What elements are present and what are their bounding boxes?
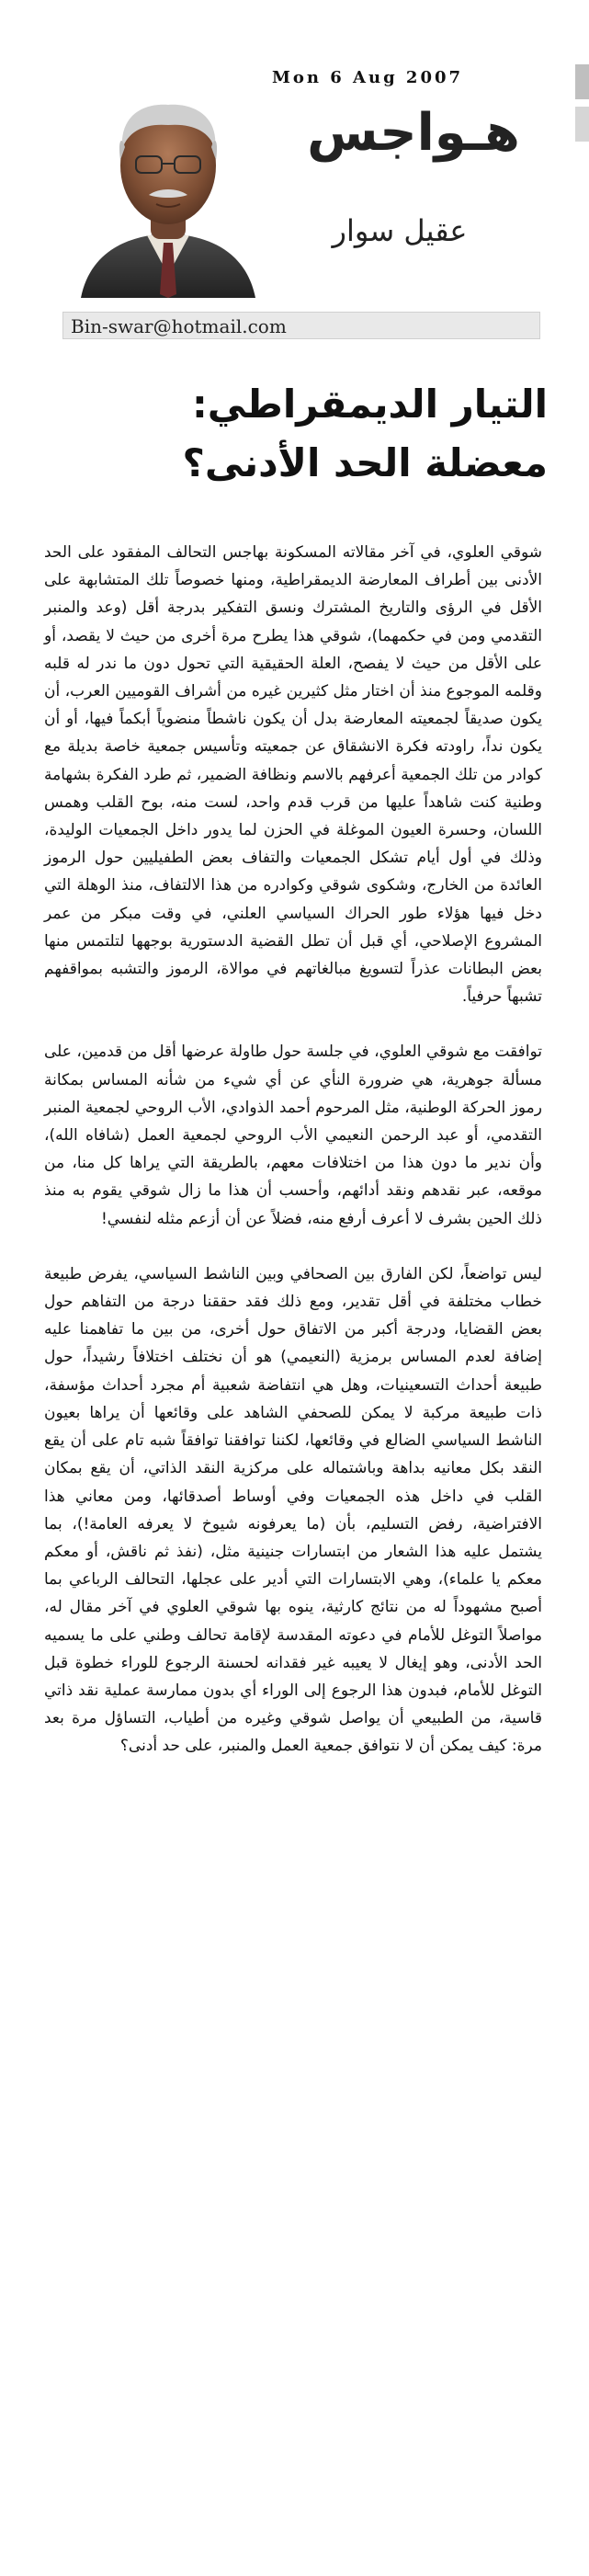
author-portrait (72, 77, 265, 298)
article-body (44, 539, 542, 1788)
headline-line-2: معضلة الحد الأدنى؟ (182, 440, 548, 485)
author-email: Bin-swar@hotmail.com (62, 312, 540, 339)
page-edge-tab (575, 107, 589, 142)
author-name: عقيل سوار (332, 213, 468, 248)
page-edge-tab (575, 64, 589, 99)
column-title: هـواجس (307, 103, 520, 163)
publication-date: Mon 6 Aug 2007 (271, 68, 464, 87)
article-headline (37, 375, 548, 493)
article-paragraph: توافقت مع شوقي العلوي، في جلسة حول طاولة عرضها أقل من قدمين، على مسألة جوهرية، هي ضرورة النأي عن أي شيء من شأنه المساس بمكانة رموز الحركة الوطنية، مثل المرحوم أحمد الذوادي، الأب الروحي لجمعية المنبر التقدمي، أو عبد الرحمن النعيمي الأب الروحي لجمعية العمل (شافاه الله)، وأن ندير ما دون هذا من اختلافات معهم، بالطريقة التي يراها كل منا، من موقعه، عبر نقدهم ونقد أدائهم، وأحسب أن هذا ما زال شوقي يقوم به منذ ذلك الحين بشرف لا أعرف أرفع منه، فضلاً عن أن أزعم مثله لنفسي! (44, 1043, 542, 1228)
article-paragraph: ليس تواضعاً، لكن الفارق بين الصحافي وبين الناشط السياسي، يفرض طبيعة خطاب مختلفة في أقل تقدير، ومع ذلك فقد حققنا درجة من التفاهم حول بعض القضايا، ودرجة أكبر من الاتفاق حول أخرى، من بين ما تفاهمنا عليه إضافة لعدم المساس برمزية (النعيمي) هو أن نختلف اختلافاً رشيداً، حول طبيعة أحداث التسعينيات، وهل هي انتفاضة شعبية أم مجرد أحداث مؤسفة، ذات طبيعة مركبة لا يمكن للصحفي الشاهد على وقائعها أن يراها بعيون الناشط السياسي الضالع في وقائعها، لكننا توافقنا توافقاً شبه تام على أن يقع النقد بكل معانيه بداهة وباشتماله على مركزية النقد الذاتي، أن يقع بمكان القلب في داخل هذه الجمعيات وفي أوساط أصدقائها، ومن معاني هذا الافتراضية، رفض التسليم، بأن (ما يعرفونه شيوخ لا يعرفه العامة!)، بما يشتمل عليه هذا الشعار من ابتسارات جنينية مثل، (نفذ ثم ناقش، أو معكم معكم يا علماء)، وهي الابتسارات التي أدير على عجلها، التحالف الرباعي بما أصبح مشهوداً له من نتائج كارثية، ينوه بها شوقي العلوي في آخر مقال له، مواصلاً التوغل للأمام في دعوته المقدسة لإقامة تحالف وطني على ما يسميه الحد الأدنى، وهو إيغال لا يعيبه غير فقدانه لحسنة الرجوع للوراء خطوة قبل التوغل للأمام، فبدون هذا الرجوع إلى الوراء أي بدون ممارسة عملية نقد ذاتي قاسية، من الطبيعي أن يواصل شوقي وغيره من أطياب، التساؤل مرة بعد مرة: كيف يمكن أن لا نتوافق جمعية العمل والمنبر، على حد أدنى؟ (44, 1264, 542, 1756)
article-paragraph: شوقي العلوي، في آخر مقالاته المسكونة بهاجس التحالف المفقود على الحد الأدنى بين أطراف المعارضة الديمقراطية، ومنها خصوصاً تلك المتشابهة على الأقل في الرؤى والتاريخ المشترك ونسق التفكير بدرجة أقل (وعد والمنبر التقدمي ومن في حكمهما)، شوقي هذا يطرح مرة أخرى من حيث لا يقصد، أو على الأقل من حيث لا يفصح، العلة الحقيقية التي تحول دون ما ندر له قلبه وقلمه الموجوع منذ أن اختار مثل كثيرين غيره من أشراف القوميين العرب، أن يكون صديقاً لجمعيته المعارضة بدل أن يكون ناشطاً منضوياً أبكماً فيها، أو أن يكون نداً، راودته فكرة الانشقاق عن جمعيته وتأسيس جمعية خاصة بديلة مع كوادر من تلك الجمعية أعرفهم بالاسم ونظافة الضمير، ثم طرد الفكرة بشهامة وطنية كنت شاهداً عليها من قرب قدم واحد، لست منه، بوح القلب وهمس اللسان، وحسرة العيون الموغلة في الحزن لما يدور داخل الجمعيات الوليدة، وذلك في أول أيام تشكل الجمعيات والتفاف بعض الطفيليين حول الرموز العائدة من الخارج، وشكوى شوقي وكوادره من هذا الالتفاف، منذ الوهلة التي دخل فيها هؤلاء طور الحراك السياسي العلني، في وقت مبكر من عمر المشروع الإصلاحي، أي قبل أن تطل القضية الدستورية بوجهها لتلتمس منها بعض البطانات عذراً لتسويغ مبالغاتهم في موالاة، الرموز والتشبه بمواقفهم تشبهاً حرفياً. (44, 543, 542, 1007)
headline-line-1: التيار الديمقراطي: (192, 382, 548, 427)
